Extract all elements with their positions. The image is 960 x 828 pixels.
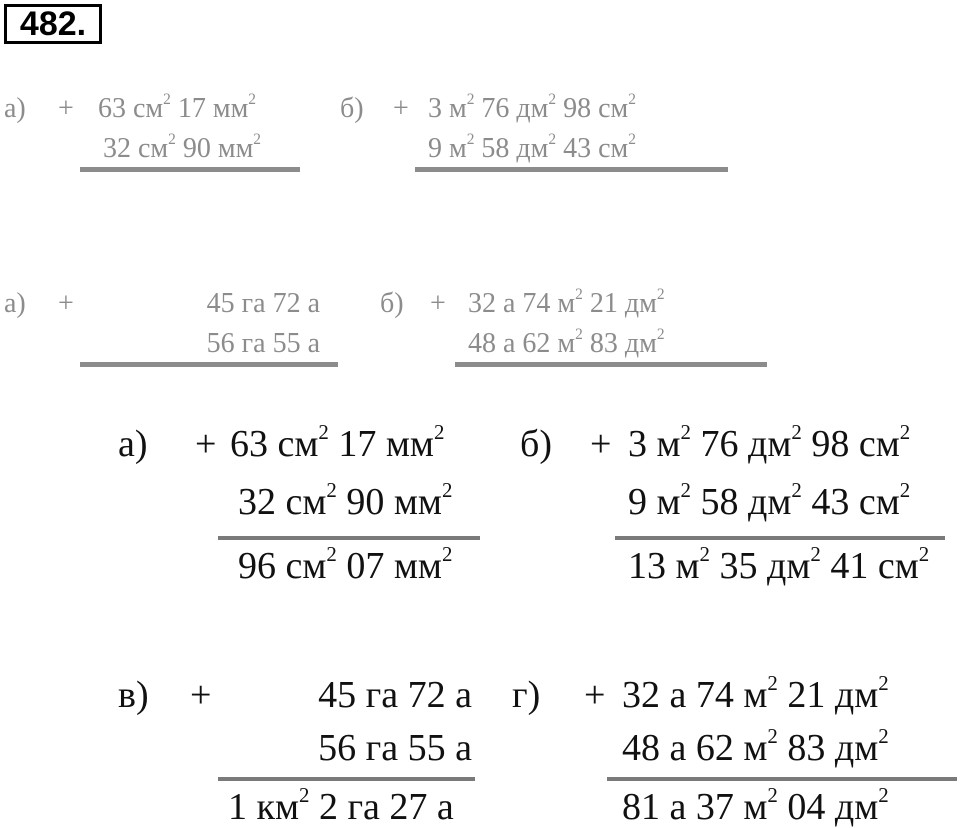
solution-g-result: 81 а 37 $м^2$ 04 $дм^2$ [622, 783, 889, 828]
draft2-b-sum-line [455, 362, 767, 367]
draft1-b-addend2: 9 $м^2$ 58 $дм^2$ 43 $см^2$ [428, 131, 636, 164]
solution-g-addend1: 32 а 74 $м^2$ 21 $дм^2$ [622, 671, 889, 716]
draft1-a-sum-line [80, 167, 300, 172]
solution-a-addend1: 63 $см^2$ 17 $мм^2$ [230, 420, 445, 465]
solution-v-plus: + [190, 674, 212, 716]
solution-g-addend2: 48 а 62 $м^2$ 83 $дм^2$ [622, 724, 889, 769]
draft2-b-addend1: 32 а 74 $м^2$ 21 $дм^2$ [468, 286, 665, 319]
draft2-b-plus: + [430, 288, 446, 319]
draft1-a-plus: + [58, 93, 74, 124]
solution-a-sum-line [218, 536, 480, 540]
draft1-a-addend2: 32 $см^2$ 90 $мм^2$ [103, 131, 261, 164]
solution-g-plus: + [584, 674, 606, 716]
draft2-a-label: а) [4, 288, 26, 319]
draft2-b-label: б) [380, 288, 404, 319]
solution-a-plus: + [195, 423, 217, 465]
draft1-b-sum-line [415, 167, 728, 172]
solution-b-addend2: 9 $м^2$ 58 $дм^2$ 43 $см^2$ [628, 478, 911, 523]
draft1-b-plus: + [393, 93, 409, 124]
draft2-a-plus: + [58, 288, 74, 319]
solution-g-label: г) [512, 674, 541, 716]
draft2-a-addend1: 45 га 72 а [206, 288, 320, 319]
draft2-a-addend2: 56 га 55 а [206, 328, 320, 359]
problem-number: 482. [4, 4, 102, 44]
draft2-b-addend2: 48 а 62 $м^2$ 83 $дм^2$ [468, 326, 665, 359]
solution-b-addend1: 3 $м^2$ 76 $дм^2$ 98 $см^2$ [628, 420, 911, 465]
solution-b-label: б) [520, 423, 552, 465]
draft1-a-addend1: 63 $см^2$ 17 $мм^2$ [98, 91, 256, 124]
draft1-b-label: б) [340, 93, 364, 124]
solution-v-label: в) [118, 674, 149, 716]
draft1-a-label: а) [4, 93, 26, 124]
solution-v-sum-line [218, 777, 475, 781]
solution-a-label: а) [118, 423, 148, 465]
solution-v-addend1: 45 га 72 а [318, 674, 472, 716]
solution-a-addend2: 32 $см^2$ 90 $мм^2$ [238, 478, 453, 523]
solution-b-sum-line [615, 536, 945, 540]
solution-b-result: 13 $м^2$ 35 $дм^2$ 41 $см^2$ [628, 542, 930, 587]
solution-v-result: 1 $км^2$ 2 га 27 а [228, 783, 454, 828]
solution-a-result: 96 $см^2$ 07 $мм^2$ [238, 542, 453, 587]
draft2-a-sum-line [80, 362, 338, 367]
draft1-b-addend1: 3 $м^2$ 76 $дм^2$ 98 $см^2$ [428, 91, 636, 124]
solution-b-plus: + [590, 423, 612, 465]
solution-v-addend2: 56 га 55 а [318, 727, 472, 769]
solution-g-sum-line [607, 777, 957, 781]
